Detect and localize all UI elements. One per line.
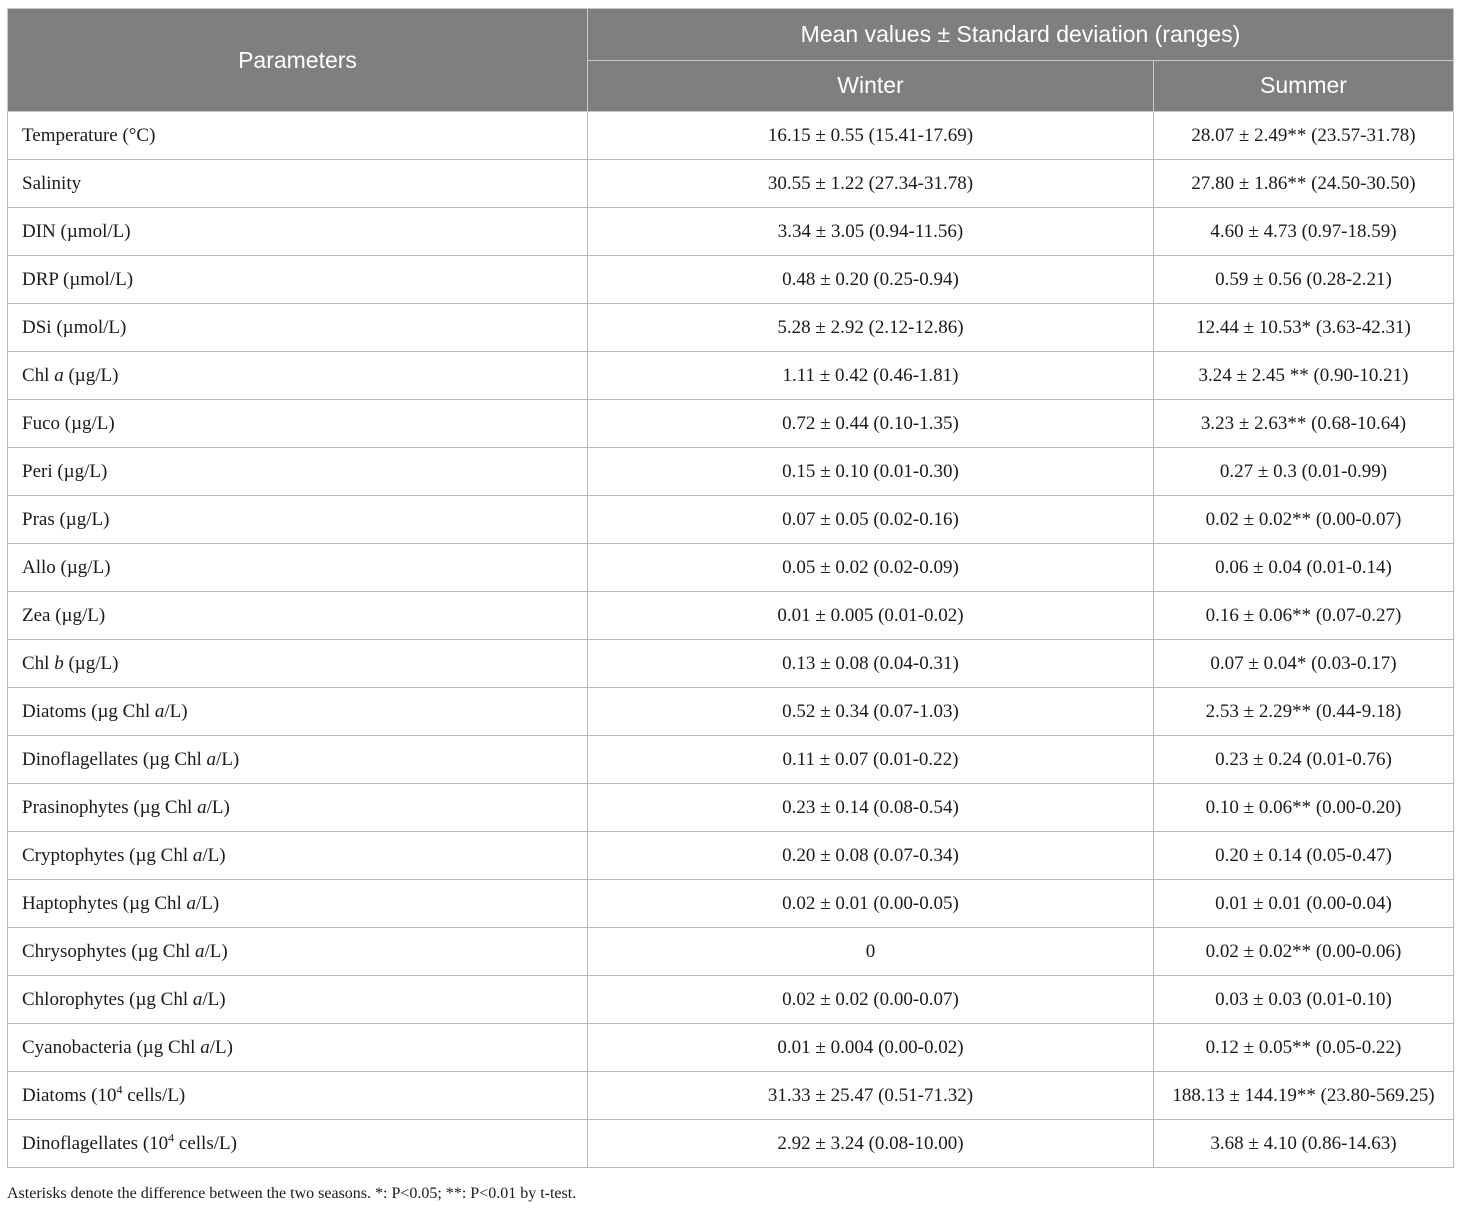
parameter-unit: /L) — [209, 1036, 233, 1058]
parameter-text: Chl — [22, 652, 55, 674]
summer-value-cell: 0.02 ± 0.02** (0.00-0.07) — [1154, 496, 1454, 544]
table-row — [8, 352, 1454, 400]
table-row — [8, 160, 1454, 208]
parameter-unit: /L) — [202, 844, 226, 866]
table-body — [8, 112, 1454, 1168]
parameter-unit: /L) — [202, 988, 226, 1010]
parameter-italic: a — [186, 892, 197, 914]
summer-value-cell: 3.68 ± 4.10 (0.86-14.63) — [1154, 1120, 1454, 1168]
winter-value-cell: 3.34 ± 3.05 (0.94-11.56) — [588, 208, 1154, 256]
parameter-cell: Peri (µg/L) — [8, 448, 588, 496]
parameter-cell — [8, 784, 588, 832]
winter-value-cell: 0.01 ± 0.004 (0.00-0.02) — [588, 1024, 1154, 1072]
winter-value-cell: 0.11 ± 0.07 (0.01-0.22) — [588, 736, 1154, 784]
summer-value-cell: 0.07 ± 0.04* (0.03-0.17) — [1154, 640, 1454, 688]
parameter-cell: DRP (µmol/L) — [8, 256, 588, 304]
winter-value-cell: 0.15 ± 0.10 (0.01-0.30) — [588, 448, 1154, 496]
summer-value-cell: 3.23 ± 2.63** (0.68-10.64) — [1154, 400, 1454, 448]
summer-value-cell: 2.53 ± 2.29** (0.44-9.18) — [1154, 688, 1454, 736]
table-row — [8, 688, 1454, 736]
table-row — [8, 640, 1454, 688]
winter-value-cell: 0.48 ± 0.20 (0.25-0.94) — [588, 256, 1154, 304]
parameter-cell: Zea (µg/L) — [8, 592, 588, 640]
table-row — [8, 928, 1454, 976]
winter-value-cell: 30.55 ± 1.22 (27.34-31.78) — [588, 160, 1154, 208]
winter-value-cell: 0.05 ± 0.02 (0.02-0.09) — [588, 544, 1154, 592]
summer-value-cell: 0.03 ± 0.03 (0.01-0.10) — [1154, 976, 1454, 1024]
parameter-text: Prasinophytes (µg Chl — [22, 796, 198, 818]
parameter-cell — [8, 640, 588, 688]
winter-value-cell: 1.11 ± 0.42 (0.46-1.81) — [588, 352, 1154, 400]
table-row — [8, 784, 1454, 832]
winter-value-cell: 0.52 ± 0.34 (0.07-1.03) — [588, 688, 1154, 736]
table-row — [8, 304, 1454, 352]
parameter-text: Cyanobacteria (µg Chl — [22, 1036, 201, 1058]
parameter-cell — [8, 880, 588, 928]
winter-value-cell: 0 — [588, 928, 1154, 976]
parameter-cell — [8, 832, 588, 880]
summer-value-cell: 4.60 ± 4.73 (0.97-18.59) — [1154, 208, 1454, 256]
summer-value-cell: 0.06 ± 0.04 (0.01-0.14) — [1154, 544, 1454, 592]
header-parameters: Parameters — [8, 9, 588, 112]
summer-value-cell: 3.24 ± 2.45 ** (0.90-10.21) — [1154, 352, 1454, 400]
parameter-cell — [8, 352, 588, 400]
parameter-cell: Salinity — [8, 160, 588, 208]
parameter-cell: Allo (µg/L) — [8, 544, 588, 592]
parameter-cell — [8, 688, 588, 736]
parameter-unit: /L) — [204, 940, 228, 962]
table-row — [8, 1024, 1454, 1072]
summer-value-cell: 0.02 ± 0.02** (0.00-0.06) — [1154, 928, 1454, 976]
parameter-cell — [8, 736, 588, 784]
table-header — [8, 9, 1454, 112]
summer-value-cell: 188.13 ± 144.19** (23.80-569.25) — [1154, 1072, 1454, 1120]
table-row — [8, 736, 1454, 784]
summer-value-cell: 27.80 ± 1.86** (24.50-30.50) — [1154, 160, 1454, 208]
parameter-text: Cryptophytes (µg Chl — [22, 844, 193, 866]
parameter-italic: a — [197, 796, 207, 818]
parameter-text: Chl — [22, 364, 55, 386]
winter-value-cell: 31.33 ± 25.47 (0.51-71.32) — [588, 1072, 1154, 1120]
parameter-italic: a — [192, 988, 203, 1010]
winter-value-cell: 0.20 ± 0.08 (0.07-0.34) — [588, 832, 1154, 880]
parameter-unit: cells/L) — [174, 1132, 237, 1154]
summer-value-cell: 0.20 ± 0.14 (0.05-0.47) — [1154, 832, 1454, 880]
table-row — [8, 832, 1454, 880]
parameter-text: Diatoms (10 — [22, 1084, 117, 1106]
summer-value-cell: 0.23 ± 0.24 (0.01-0.76) — [1154, 736, 1454, 784]
parameter-superscript: 4 — [168, 1130, 175, 1145]
summer-value-cell: 0.10 ± 0.06** (0.00-0.20) — [1154, 784, 1454, 832]
parameter-text: Chlorophytes (µg Chl — [22, 988, 193, 1010]
header-summer: Summer — [1154, 60, 1454, 112]
table-row — [8, 448, 1454, 496]
parameter-unit: /L) — [196, 892, 220, 914]
parameter-italic: a — [54, 364, 64, 386]
parameter-cell — [8, 976, 588, 1024]
parameter-unit: cells/L) — [122, 1084, 186, 1106]
footnote: Asterisks denote the difference between the two seasons. *: P<0.05; **: P<0.01 by t-test. — [7, 1185, 577, 1202]
parameter-cell: DIN (µmol/L) — [8, 208, 588, 256]
parameter-italic: a — [200, 1036, 210, 1058]
parameter-superscript: 4 — [116, 1082, 123, 1097]
summer-value-cell: 0.27 ± 0.3 (0.01-0.99) — [1154, 448, 1454, 496]
table-row — [8, 592, 1454, 640]
parameter-italic: a — [206, 748, 217, 770]
winter-value-cell: 0.02 ± 0.01 (0.00-0.05) — [588, 880, 1154, 928]
parameter-unit: /L) — [206, 796, 230, 818]
parameter-cell: Temperature (°C) — [8, 112, 588, 160]
table-row — [8, 112, 1454, 160]
table-row — [8, 1120, 1454, 1168]
header-mean-values: Mean values ± Standard deviation (ranges) — [588, 9, 1454, 61]
summer-value-cell: 12.44 ± 10.53* (3.63-42.31) — [1154, 304, 1454, 352]
summer-value-cell: 0.59 ± 0.56 (0.28-2.21) — [1154, 256, 1454, 304]
parameter-text: Dinoflagellates (µg Chl — [22, 748, 207, 770]
parameter-italic: a — [154, 700, 165, 722]
parameter-cell: Fuco (µg/L) — [8, 400, 588, 448]
summer-value-cell: 28.07 ± 2.49** (23.57-31.78) — [1154, 112, 1454, 160]
parameter-unit: (µg/L) — [63, 652, 119, 674]
parameter-italic: a — [194, 940, 205, 962]
winter-value-cell: 0.07 ± 0.05 (0.02-0.16) — [588, 496, 1154, 544]
parameter-italic: b — [54, 652, 64, 674]
parameter-text: Diatoms (µg Chl — [22, 700, 155, 722]
parameter-cell: Pras (µg/L) — [8, 496, 588, 544]
parameter-text: Haptophytes (µg Chl — [22, 892, 187, 914]
winter-value-cell: 5.28 ± 2.92 (2.12-12.86) — [588, 304, 1154, 352]
header-winter: Winter — [588, 60, 1154, 112]
parameter-text: Chrysophytes (µg Chl — [22, 940, 195, 962]
parameter-unit: /L) — [216, 748, 240, 770]
winter-value-cell: 0.72 ± 0.44 (0.10-1.35) — [588, 400, 1154, 448]
parameter-unit: (µg/L) — [63, 364, 119, 386]
summer-value-cell: 0.12 ± 0.05** (0.05-0.22) — [1154, 1024, 1454, 1072]
parameter-unit: /L) — [164, 700, 188, 722]
summer-value-cell: 0.16 ± 0.06** (0.07-0.27) — [1154, 592, 1454, 640]
table-row — [8, 880, 1454, 928]
winter-value-cell: 0.01 ± 0.005 (0.01-0.02) — [588, 592, 1154, 640]
parameter-text: Dinoflagellates (10 — [22, 1132, 169, 1154]
winter-value-cell: 0.23 ± 0.14 (0.08-0.54) — [588, 784, 1154, 832]
table-row — [8, 208, 1454, 256]
summer-value-cell: 0.01 ± 0.01 (0.00-0.04) — [1154, 880, 1454, 928]
parameter-cell — [8, 928, 588, 976]
table-row — [8, 976, 1454, 1024]
winter-value-cell: 2.92 ± 3.24 (0.08-10.00) — [588, 1120, 1154, 1168]
winter-value-cell: 0.02 ± 0.02 (0.00-0.07) — [588, 976, 1154, 1024]
parameter-cell — [8, 1024, 588, 1072]
winter-value-cell: 0.13 ± 0.08 (0.04-0.31) — [588, 640, 1154, 688]
table-row — [8, 544, 1454, 592]
table-row — [8, 496, 1454, 544]
parameter-cell — [8, 1120, 588, 1168]
data-table — [7, 8, 1454, 1168]
table-row — [8, 256, 1454, 304]
table-row — [8, 400, 1454, 448]
parameter-italic: a — [192, 844, 203, 866]
table-row — [8, 1072, 1454, 1120]
parameter-cell: DSi (µmol/L) — [8, 304, 588, 352]
parameter-cell — [8, 1072, 588, 1120]
winter-value-cell: 16.15 ± 0.55 (15.41-17.69) — [588, 112, 1154, 160]
